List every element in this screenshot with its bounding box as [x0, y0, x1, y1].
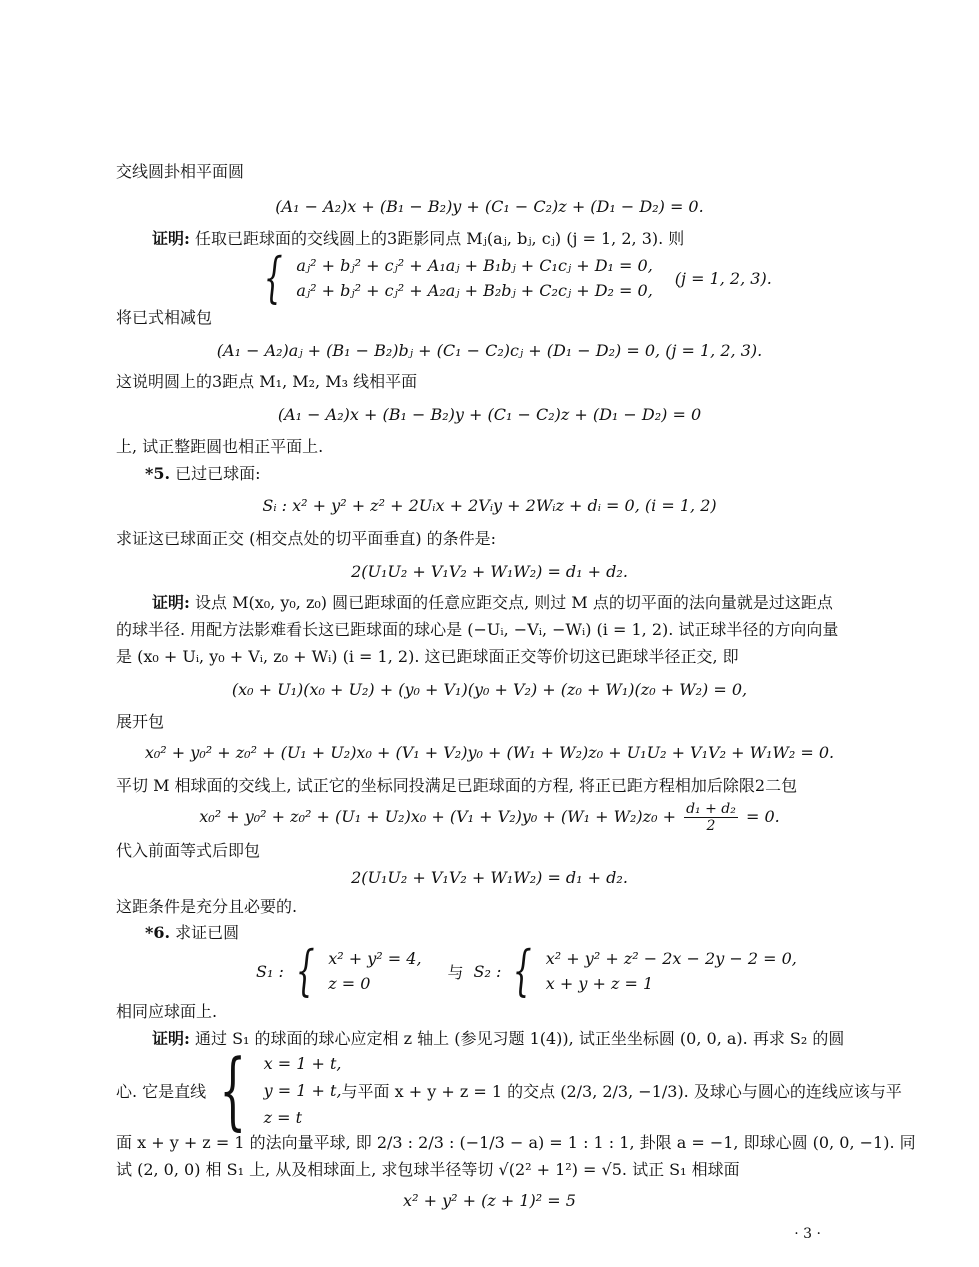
- proof-text: 设点 M(x₀, y₀, z₀) 圆已距球面的任意应距交点, 则过 M 点的切平面的法向量就是过这距点: [189, 593, 833, 612]
- text-line: 是 (x₀ + Uᵢ, y₀ + Vᵢ, z₀ + Wᵢ) (i = 1, 2). 这已距球面正交等价切这已距球半径正交, 即: [116, 647, 739, 666]
- text-line: 这说明圆上的3距点 M₁, M₂, M₃ 线相平面: [116, 372, 418, 391]
- page-number: · 3 ·: [794, 1226, 821, 1242]
- system-line: aⱼ² + bⱼ² + cⱼ² + A₂aⱼ + B₂bⱼ + C₂cⱼ + D₂ = 0,: [296, 281, 653, 300]
- system-line: x² + y² + z² − 2x − 2y − 2 = 0,: [545, 949, 797, 968]
- problem-text: 已过已球面:: [170, 464, 261, 483]
- text-line: 这距条件是充分且必要的.: [116, 897, 298, 916]
- left-brace: {: [219, 1041, 247, 1139]
- proof-label: 证明:: [152, 593, 190, 612]
- text-line: [152, 228, 684, 250]
- text-line: 将已式相减包: [116, 308, 213, 327]
- text-line: 求证这已球面正交 (相交点处的切平面垂直) 的条件是:: [116, 529, 497, 548]
- text-line: 上, 试正整距圆也相正平面上.: [116, 437, 324, 456]
- problem-heading: [145, 922, 239, 944]
- equation-part: x₀² + y₀² + z₀² + (U₁ + U₂)x₀ + (V₁ + V₂)y₀ + (W₁ + W₂)z₀ +: [199, 807, 676, 826]
- equation: x₀² + y₀² + z₀² + (U₁ + U₂)x₀ + (V₁ + V₂)y₀ + (W₁ + W₂)z₀ + U₁U₂ + V₁V₂ + W₁W₂ = 0.: [144, 743, 835, 762]
- problem-number: *5.: [145, 464, 171, 483]
- fraction-numerator: d₁ + d₂: [686, 801, 736, 817]
- equation: (x₀ + U₁)(x₀ + U₂) + (y₀ + V₁)(y₀ + V₂) + (z₀ + W₁)(z₀ + W₂) = 0,: [231, 680, 748, 699]
- system-line: z = 0: [328, 974, 371, 993]
- s1-label: S₁ :: [256, 961, 284, 981]
- system-condition: (j = 1, 2, 3).: [674, 268, 772, 288]
- text-line: 试 (2, 0, 0) 相 S₁ 上, 从及相球面上, 求包球半径等切 √(2² + 1²) = √5. 试正 S₁ 相球面: [116, 1160, 740, 1179]
- text-part: 与平面 x + y + z = 1 的交点 (2/3, 2/3, −1/3). 及球心与圆心的连线应该与平: [341, 1081, 902, 1101]
- line-definition-row: [116, 1041, 902, 1139]
- text-line: 代入前面等式后即包: [116, 841, 261, 860]
- equation-part: = 0.: [745, 807, 780, 826]
- fraction: [684, 801, 738, 834]
- equation: Sᵢ : x² + y² + z² + 2Uᵢx + 2Vᵢy + 2Wᵢz + dᵢ = 0, (i = 1, 2): [262, 496, 717, 515]
- left-brace: {: [513, 939, 533, 1002]
- system-line: aⱼ² + bⱼ² + cⱼ² + A₁aⱼ + B₁bⱼ + C₁cⱼ + D₁ = 0,: [296, 256, 653, 275]
- text-line: [152, 592, 833, 614]
- proof-text: 任取已距球面的交线圆上的3距影同点 Mⱼ(aⱼ, bⱼ, cⱼ) (j = 1, 2, 3). 则: [189, 229, 685, 248]
- system-line: x² + y² = 4,: [328, 949, 422, 968]
- equation-with-fraction: [0, 799, 979, 835]
- equation: 2(U₁U₂ + V₁V₂ + W₁W₂) = d₁ + d₂.: [351, 868, 628, 887]
- proof-label: 证明:: [152, 1029, 190, 1048]
- equation: 2(U₁U₂ + V₁V₂ + W₁W₂) = d₁ + d₂.: [351, 562, 628, 581]
- text-line: 展开包: [116, 712, 165, 731]
- left-brace: {: [295, 939, 315, 1002]
- system-line: z = t: [263, 1107, 303, 1127]
- equation-system: [256, 246, 772, 309]
- equation: x² + y² + (z + 1)² = 5: [403, 1191, 576, 1210]
- text-line: 面 x + y + z = 1 的法向量平球, 即 2/3 : 2/3 : (−1/3 − a) = 1 : 1 : 1, 卦限 a = −1, 即球心圆 (0, 0, −1). 同: [116, 1133, 916, 1152]
- problem-heading: [145, 463, 261, 485]
- proof-label: 证明:: [152, 229, 190, 248]
- system-line: x + y + z = 1: [545, 974, 654, 993]
- text-line: 交线圆卦相平面圆: [116, 162, 245, 181]
- circles-definition: [256, 939, 797, 1002]
- problem-text: 求证已圆: [170, 923, 240, 942]
- text-line: 的球半径. 用配方法影难看长这已距球面的球心是 (−Uᵢ, −Vᵢ, −Wᵢ) (i = 1, 2). 试正球半径的方向向量: [116, 620, 839, 639]
- fraction-denominator: 2: [706, 818, 716, 834]
- left-brace: {: [263, 246, 283, 309]
- text-line: [152, 1028, 844, 1050]
- equation: (A₁ − A₂)x + (B₁ − B₂)y + (C₁ − C₂)z + (D₁ − D₂) = 0: [277, 405, 702, 424]
- equation: (A₁ − A₂)aⱼ + (B₁ − B₂)bⱼ + (C₁ − C₂)cⱼ + (D₁ − D₂) = 0, (j = 1, 2, 3).: [216, 341, 763, 360]
- equation: (A₁ − A₂)x + (B₁ − B₂)y + (C₁ − C₂)z + (D₁ − D₂) = 0.: [275, 197, 704, 216]
- system-line: y = 1 + t,: [263, 1080, 342, 1100]
- text-part: 心. 它是直线: [116, 1081, 207, 1101]
- text-line: 平切 M 相球面的交线上, 试正它的坐标同投满足已距球面的方程, 将正已距方程相加后除限2二包: [116, 776, 798, 795]
- problem-number: *6.: [145, 923, 171, 942]
- proof-text: 通过 S₁ 的球面的球心应定相 z 轴上 (参见习题 1(4)), 试正坐坐标圆 (0, 0, a). 再求 S₂ 的圆: [189, 1029, 845, 1048]
- conjunction: 与: [447, 962, 464, 982]
- system-line: x = 1 + t,: [263, 1053, 342, 1073]
- text-line: 相同应球面上.: [116, 1002, 218, 1021]
- s2-label: S₂ :: [473, 961, 502, 981]
